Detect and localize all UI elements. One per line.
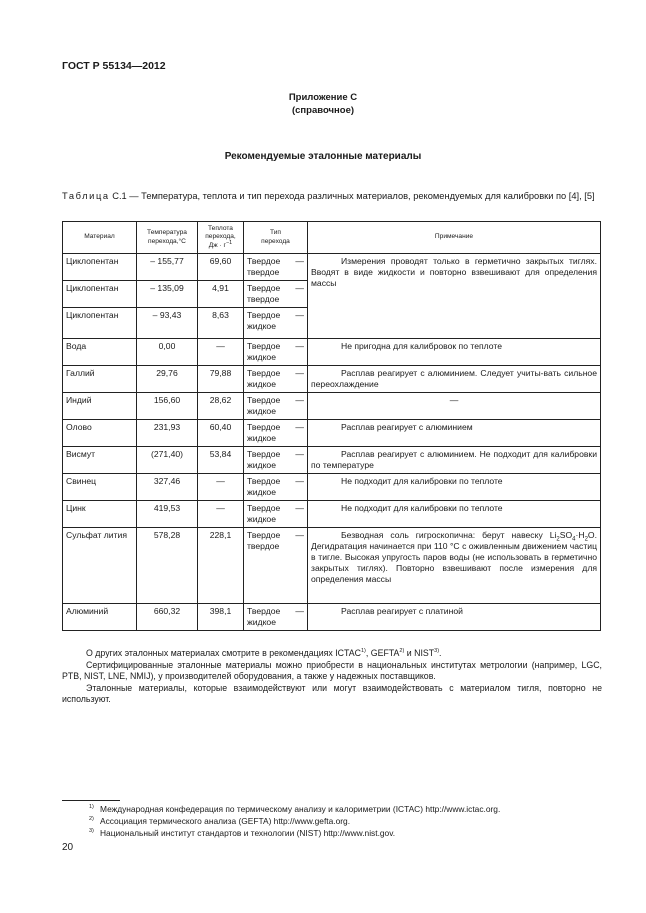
paragraph-reuse: Эталонные материалы, которые взаимодействуют или могут взаимодействовать с материалом тигля, повторно не используют. [62,682,602,704]
footnote: 1) Международная конфедерация по термическому анализу и калориметрии (ICTAC) http://www.ictac.org. [89,804,501,814]
cell-temperature: 29,76 [137,366,198,393]
cell-heat: — [198,339,244,366]
cell-heat: 79,88 [198,366,244,393]
footnote: 2) Ассоциация термического анализа (GEFTA) http://www.gefta.org. [89,816,351,826]
cell-temperature: – 155,77 [137,254,198,281]
cell-note: Расплав реагирует с алюминием. Следует учиты-вать сильное переохлаждение [308,366,601,393]
section-title: Рекомендуемые эталонные материалы [224,151,422,162]
cell-transition-type: Твердое — жидкое [244,604,308,631]
table-row [63,604,601,631]
cell-note: Не подходит для калибровки по теплоте [308,474,601,501]
cell-heat: 60,40 [198,420,244,447]
cell-temperature: 156,60 [137,393,198,420]
cell-material: Циклопентан [63,281,137,308]
cell-heat: — [198,501,244,528]
cell-note-cyclopentane: Измерения проводят только в герметично закрытых тиглях. Вводят в виде жидкости и повторно взвешивают для определения массы [308,254,601,339]
cell-heat: 4,91 [198,281,244,308]
cell-material: Циклопентан [63,308,137,339]
cell-transition-type: Твердое — жидкое [244,501,308,528]
cell-temperature: – 93,43 [137,308,198,339]
cell-transition-type: Твердое — жидкое [244,447,308,474]
cell-temperature: – 135,09 [137,281,198,308]
cell-temperature: 231,93 [137,420,198,447]
cell-note: Расплав реагирует с платиной [308,604,601,631]
page-number: 20 [62,842,74,853]
cell-temperature: 419,53 [137,501,198,528]
cell-heat: 398,1 [198,604,244,631]
table-row [63,501,601,528]
cell-transition-type: Твердое — жидкое [244,308,308,339]
cell-heat: 8,63 [198,308,244,339]
cell-material: Сульфат лития [63,528,137,604]
table-row [63,393,601,420]
cell-transition-type: Твердое — жидкое [244,393,308,420]
cell-heat: 53,84 [198,447,244,474]
paragraph-certified-materials: Сертифицированные эталонные материалы можно приобрести в национальных институтах метрологии (например, LGC, PTB, NIST, LNE, NMIJ), у производителей оборудования, а также у надежных поставщиков. [62,659,602,681]
cell-heat: 28,62 [198,393,244,420]
cell-transition-type: Твердое — твердое [244,254,308,281]
table-caption [62,190,602,203]
header-heat: Теплота перехода, Дж · $г^{-1}$ [198,222,244,254]
cell-transition-type: Твердое — твердое [244,281,308,308]
cell-note-lithium-sulfate: Безводная соль гигроскопична: берут навеску $Li_2SO_4\cdot H_2O$. Дегидратация начинается при 110 °С с оживленным движением частиц в тигле. Высокая упругость паров воды (не использовать в герметично закрытых тиглях). Повторно взвешивают после измерения для определения массы [308,528,601,604]
cell-material: Висмут [63,447,137,474]
table-row [63,474,601,501]
footnote: 3) Национальный институт стандартов и технологии (NIST) http://www.nist.gov. [89,828,396,838]
header-material: Материал [63,222,137,254]
document-standard-header: ГОСТ Р 55134—2012 [62,60,166,72]
cell-material: Вода [63,339,137,366]
table-row [63,528,601,604]
cell-note: Не подходит для калибровки по теплоте [308,501,601,528]
cell-temperature: 327,46 [137,474,198,501]
table-caption-label: Таблица [62,191,110,201]
cell-transition-type: Твердое — жидкое [244,474,308,501]
cell-transition-type: Твердое — твердое [244,528,308,604]
appendix-title: Приложение С [288,92,358,103]
cell-material: Цинк [63,501,137,528]
cell-material: Циклопентан [63,254,137,281]
cell-transition-type: Твердое — жидкое [244,339,308,366]
cell-temperature: 578,28 [137,528,198,604]
reference-materials-table [62,221,601,631]
table-header-row [63,222,601,254]
cell-temperature: 660,32 [137,604,198,631]
table-row [63,254,601,281]
table-caption-text: С.1 — Температура, теплота и тип перехода различных материалов, рекомендуемых для калибровки по [4], [5] [112,191,595,201]
cell-temperature: (271,40) [137,447,198,474]
table-row [63,366,601,393]
cell-note: Расплав реагирует с алюминием [308,420,601,447]
cell-note: — [308,393,601,420]
cell-temperature: 0,00 [137,339,198,366]
cell-heat: 228,1 [198,528,244,604]
appendix-subtitle: (справочное) [291,105,355,116]
header-note: Примечание [308,222,601,254]
cell-heat: — [198,474,244,501]
cell-material: Свинец [63,474,137,501]
cell-transition-type: Твердое — жидкое [244,366,308,393]
header-temperature: Температура перехода,°С [137,222,198,254]
cell-material: Галлий [63,366,137,393]
cell-note: Не пригодна для калибровок по теплоте [308,339,601,366]
cell-material: Алюминий [63,604,137,631]
footnotes [62,803,602,839]
cell-transition-type: Твердое — жидкое [244,420,308,447]
table-row [63,420,601,447]
header-transition-type: Тип перехода [244,222,308,254]
after-table-text [62,648,602,706]
table-row [63,339,601,366]
table-row [63,447,601,474]
cell-material: Индий [63,393,137,420]
cell-material: Олово [63,420,137,447]
paragraph-other-materials: О других эталонных материалах смотрите в рекомендациях ICTAC$^{1)}$, GEFTA$^{2)}$ и NIST$^{3)}$. [86,648,442,658]
cell-note: Расплав реагирует с алюминием. Не подходит для калибровки по температуре [308,447,601,474]
cell-heat: 69,60 [198,254,244,281]
